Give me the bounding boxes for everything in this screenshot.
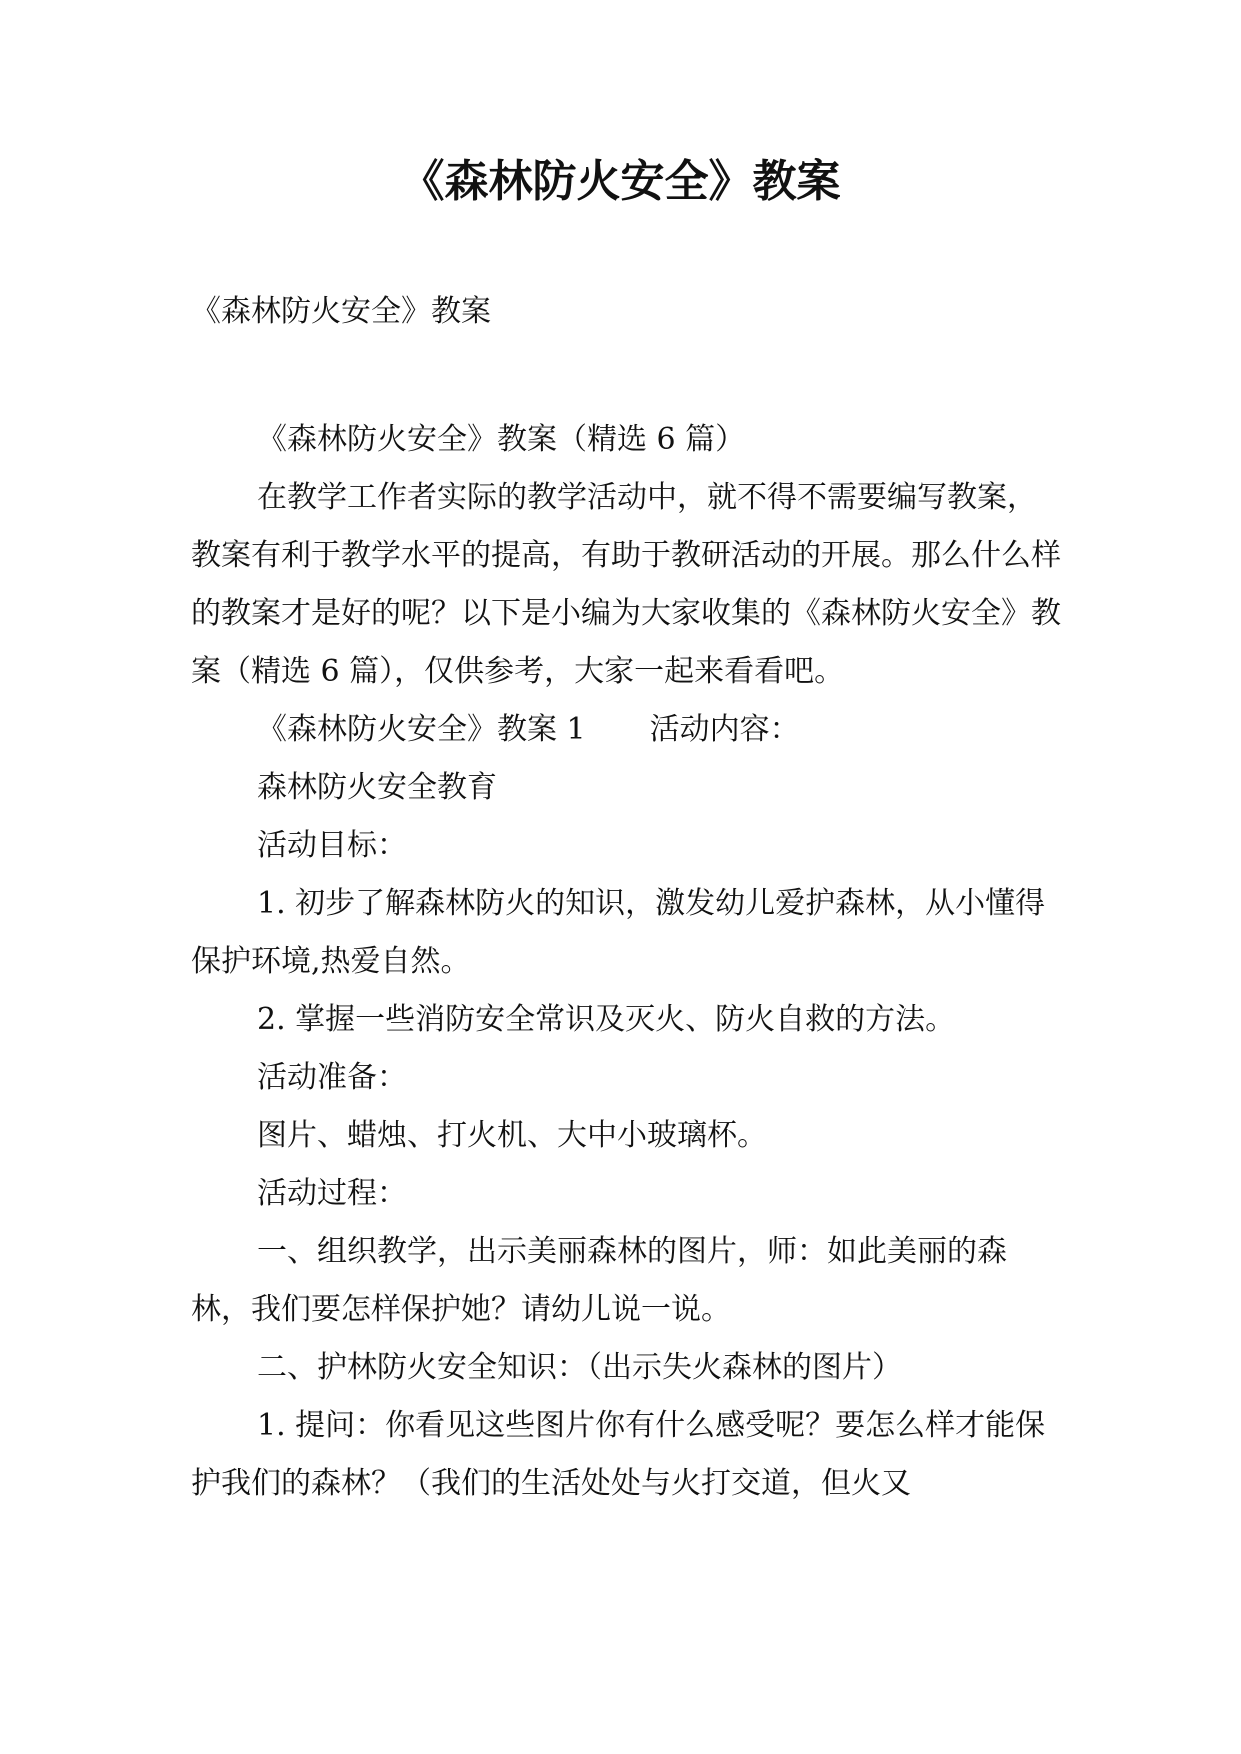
paragraph-step-2: 二、护林防火安全知识：（出示失火森林的图片） (257, 1350, 902, 1385)
paragraph-goal-1: 1. 初步了解森林防火的知识，激发幼儿爱护森林，从小懂得保护环境,热爱自然。 (191, 886, 1046, 979)
paragraph-activity-content: 森林防火安全教育 (257, 770, 497, 805)
document-title: 《森林防火安全》教案 (400, 156, 841, 207)
paragraph-intro: 在教学工作者实际的教学活动中，就不得不需要编写教案，教案有利于教学水平的提高，有助于教研活动的开展。那么什么样的教案才是好的呢？以下是小编为大家收集的《森林防火安全》教案（精选 6 篇），仅供参考，大家一起来看看吧。 (191, 480, 1061, 689)
paragraph-heading-selection: 《森林防火安全》教案（精选 6 篇） (257, 422, 746, 457)
document-body (191, 411, 1061, 1513)
paragraph-goals-label: 活动目标： (257, 828, 407, 863)
activity-content-label: 活动内容： (649, 712, 800, 747)
paragraph-goal-2: 2. 掌握一些消防安全常识及灭火、防火自救的方法。 (257, 1002, 956, 1037)
paragraph-question-1: 1. 提问：你看见这些图片你有什么感受呢？要怎么样才能保护我们的森林？（我们的生活处处与火打交道，但火又 (191, 1408, 1046, 1501)
lesson-1-title: 《森林防火安全》教案 1 (257, 712, 586, 747)
document-subtitle: 《森林防火安全》教案 (191, 294, 491, 329)
paragraph-prep-items: 图片、蜡烛、打火机、大中小玻璃杯。 (257, 1118, 767, 1153)
paragraph-step-1: 一、组织教学，出示美丽森林的图片，师：如此美丽的森林，我们要怎样保护她？请幼儿说一说。 (191, 1234, 1007, 1327)
paragraph-process-label: 活动过程： (257, 1176, 407, 1211)
paragraph-lesson-1 (191, 701, 1061, 759)
paragraph-prep-label: 活动准备： (257, 1060, 407, 1095)
